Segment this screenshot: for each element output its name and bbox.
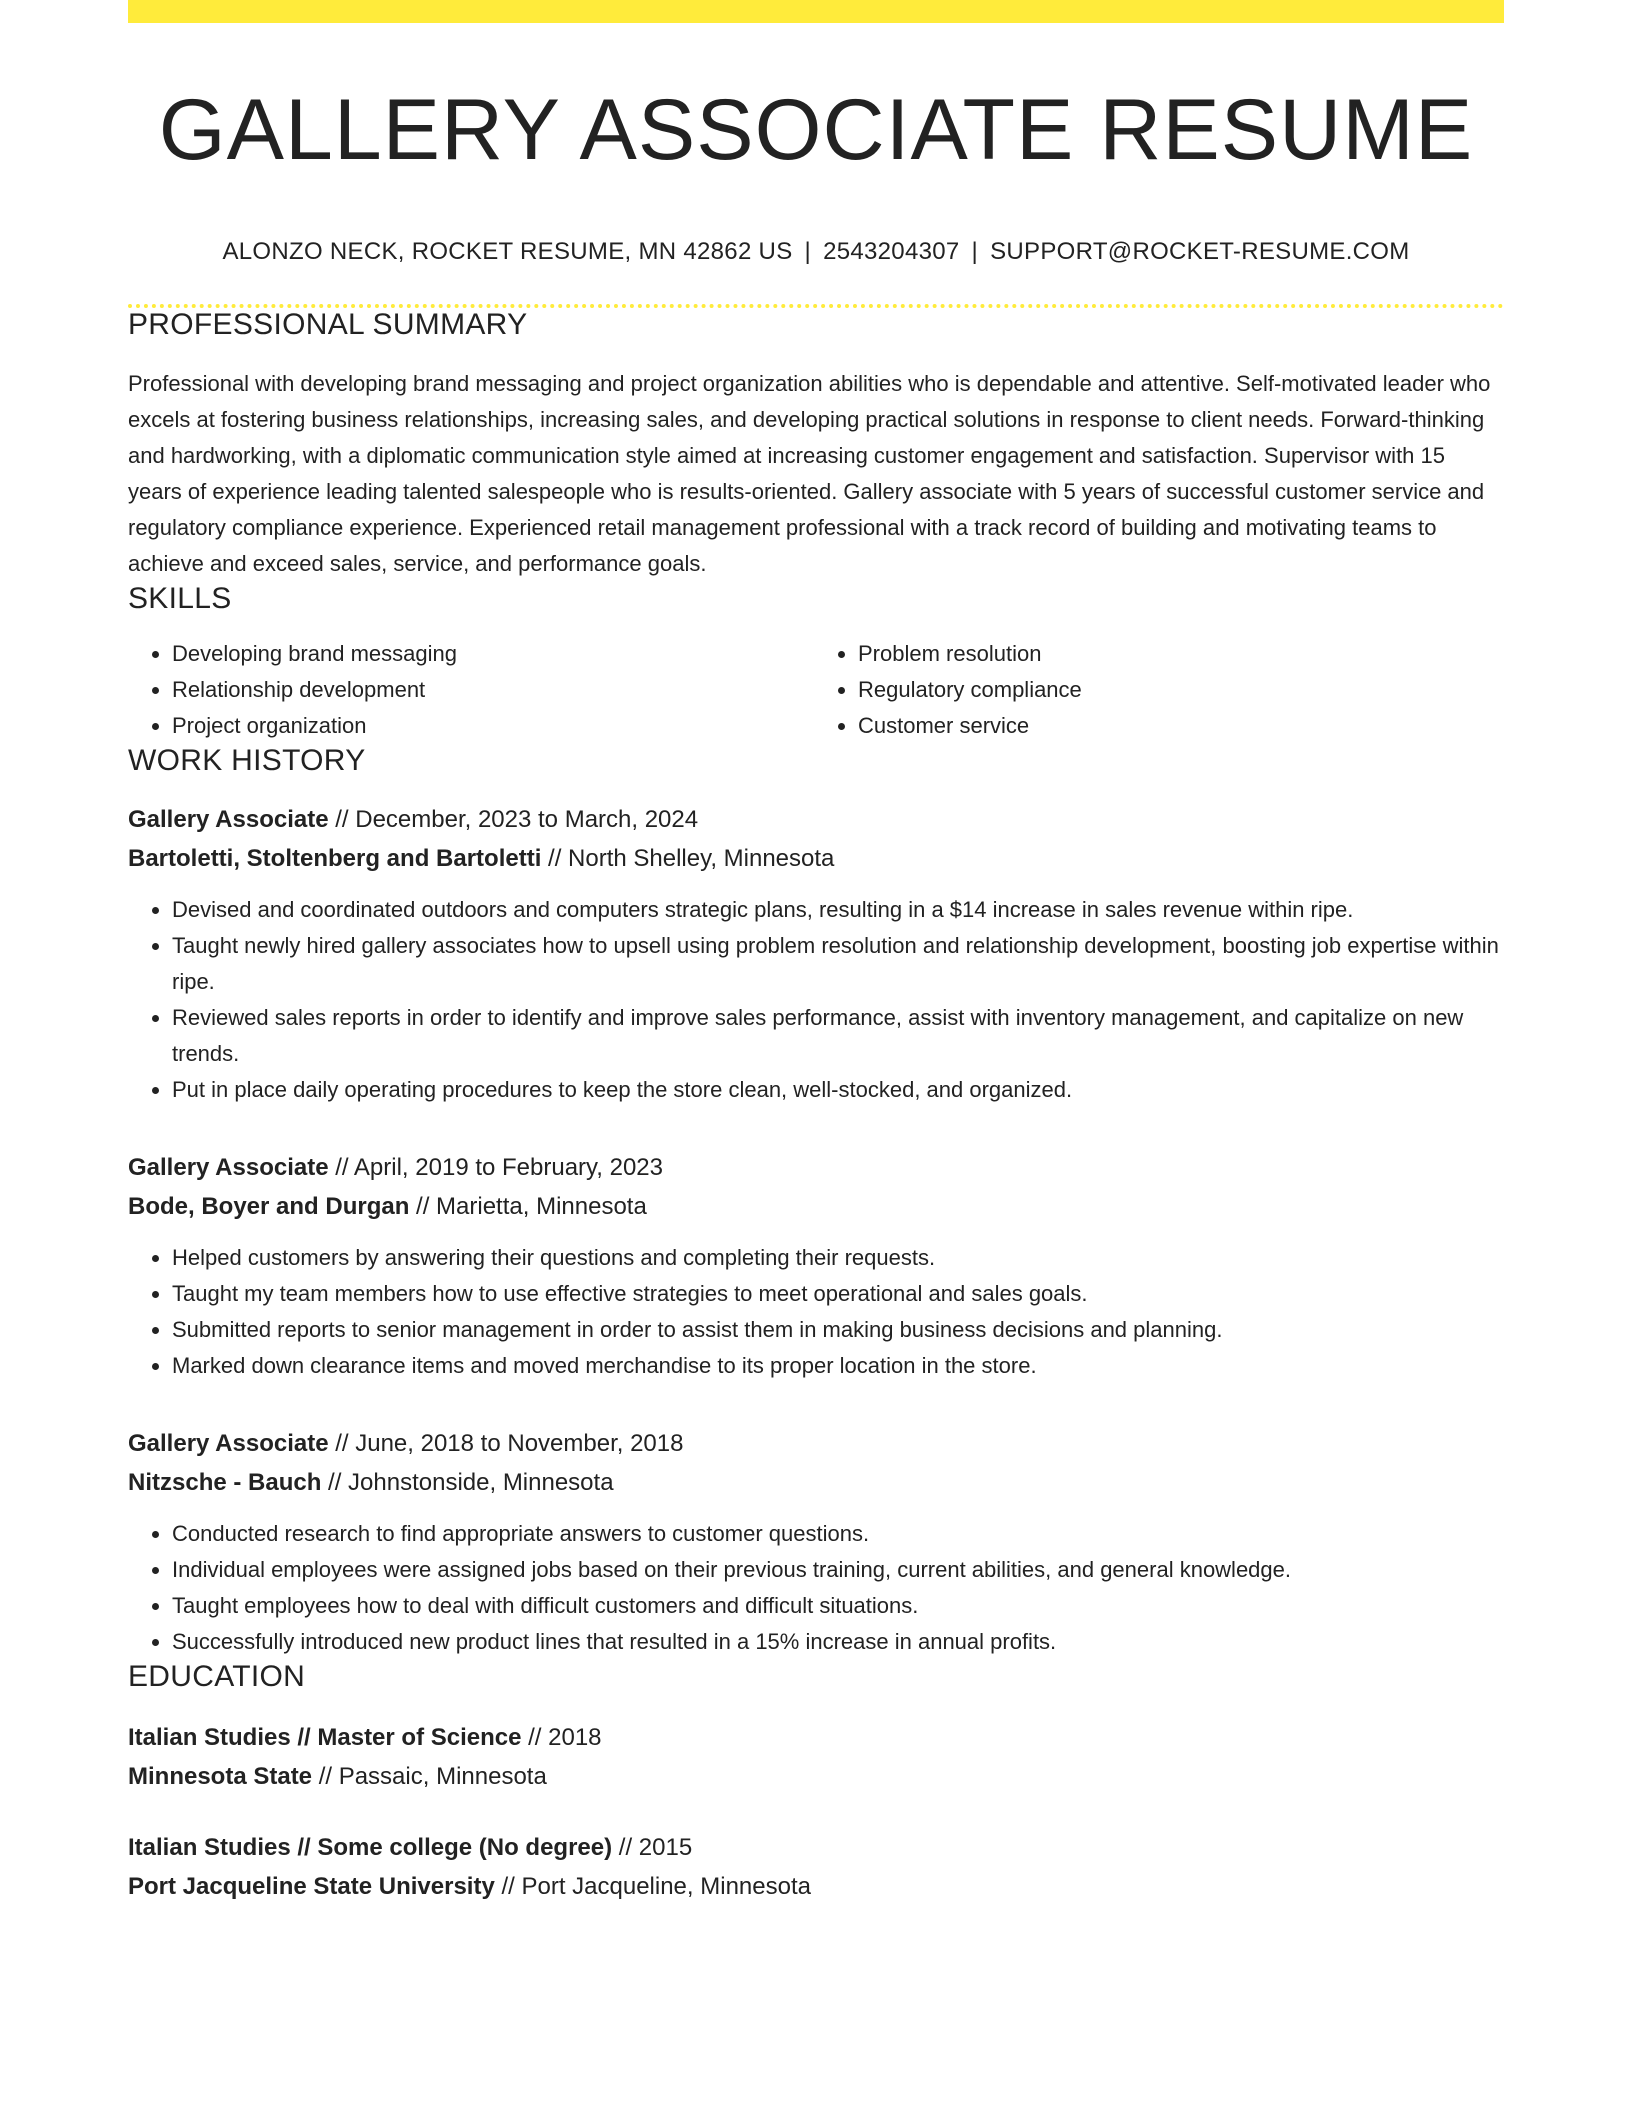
job-bullets (128, 1516, 1504, 1660)
job-entry (128, 1424, 1504, 1660)
education-school-line (128, 1867, 1504, 1906)
job-bullet: • Successfully introduced new product lines that resulted in a 15% increase in annual profits. (172, 1624, 1504, 1660)
job-bullet: • Taught employees how to deal with difficult customers and difficult situations. (172, 1588, 1504, 1624)
skills-column-1 (128, 636, 812, 744)
education-separator: // (612, 1833, 639, 1861)
education-school: Minnesota State (128, 1762, 313, 1790)
skill-item: • Regulatory compliance (858, 672, 1498, 708)
skill-item: • Developing brand messaging (172, 636, 812, 672)
job-company-line (128, 839, 1504, 878)
education-heading: EDUCATION (128, 1659, 306, 1693)
job-title: Gallery Associate (128, 1153, 329, 1181)
job-bullet: • Devised and coordinated outdoors and computers strategic plans, resulting in a $14 increase in sales revenue within ripe. (172, 892, 1504, 928)
contact-email: SUPPORT@ROCKET-RESUME.COM (990, 237, 1410, 265)
education-separator: // (494, 1872, 522, 1900)
education-location: Passaic, Minnesota (338, 1762, 547, 1790)
education-separator: // (521, 1723, 549, 1751)
job-bullets (128, 1240, 1504, 1384)
education-degree: Italian Studies // Master of Science (128, 1723, 522, 1751)
skill-item: • Relationship development (172, 672, 812, 708)
summary-heading: PROFESSIONAL SUMMARY (128, 307, 528, 341)
job-title-line (128, 800, 1504, 839)
job-title: Gallery Associate (128, 805, 329, 833)
job-bullet: • Individual employees were assigned jobs based on their previous training, current abilities, and general knowledge. (172, 1552, 1504, 1588)
job-bullet: • Taught my team members how to use effective strategies to meet operational and sales goals. (172, 1276, 1504, 1312)
contact-address: ALONZO NECK, ROCKET RESUME, MN 42862 US (222, 237, 793, 265)
skills-heading: SKILLS (128, 581, 232, 615)
education-degree-line (128, 1718, 1504, 1757)
job-bullet: • Taught newly hired gallery associates how to upsell using problem resolution and relationship development, boosting job expertise within ripe. (172, 928, 1504, 1000)
job-bullet: • Helped customers by answering their questions and completing their requests. (172, 1240, 1504, 1276)
job-location: North Shelley, Minnesota (568, 844, 835, 872)
job-location: Marietta, Minnesota (436, 1192, 647, 1220)
job-company: Nitzsche - Bauch (128, 1468, 322, 1496)
job-separator: // (328, 1153, 354, 1181)
education-separator: // (312, 1762, 339, 1790)
job-separator: // (321, 1468, 349, 1496)
job-bullets (128, 892, 1504, 1108)
contact-separator: | (804, 237, 812, 265)
job-bullet: • Conducted research to find appropriate answers to customer questions. (172, 1516, 1504, 1552)
job-entry (128, 1148, 1504, 1384)
top-accent-bar (128, 0, 1504, 23)
page-title: GALLERY ASSOCIATE RESUME (158, 82, 1474, 178)
job-bullet: • Marked down clearance items and moved merchandise to its proper location in the store. (172, 1348, 1504, 1384)
job-company: Bode, Boyer and Durgan (128, 1192, 410, 1220)
job-dates: April, 2019 to February, 2023 (353, 1153, 663, 1181)
skills-list (128, 636, 1504, 744)
job-company-line (128, 1463, 1504, 1502)
education-entry (128, 1828, 1504, 1906)
summary-text: Professional with developing brand messaging and project organization abilities who is dependable and attentive. Self-motivated leader who excels at fostering business relationships, increasing sales, and developing practical solutions in response to client needs. Forward-thinking and hardworking, with a diplomatic communication style aimed at increasing customer engagement and satisfaction. Supervisor with 15 years of experience leading talented salespeople who is results-oriented. Gallery associate with 5 years of successful customer service and regulatory compliance experience. Experienced retail management professional with a track record of building and motivating teams to achieve and exceed sales, service, and performance goals. (128, 370, 1491, 576)
job-title: Gallery Associate (128, 1429, 329, 1457)
job-title-line (128, 1424, 1504, 1463)
job-bullet: • Put in place daily operating procedures to keep the store clean, well-stocked, and organized. (172, 1072, 1504, 1108)
education-school-line (128, 1757, 1504, 1796)
job-title-line (128, 1148, 1504, 1187)
education-year: 2015 (638, 1833, 693, 1861)
contact-separator: | (971, 237, 979, 265)
skill-item: • Problem resolution (858, 636, 1498, 672)
job-dates: December, 2023 to March, 2024 (355, 805, 699, 833)
work-history-heading: WORK HISTORY (128, 743, 366, 777)
job-company-line (128, 1187, 1504, 1226)
job-entry (128, 800, 1504, 1108)
job-bullet: • Submitted reports to senior management in order to assist them in making business decisions and planning. (172, 1312, 1504, 1348)
contact-line (128, 236, 1504, 267)
education-degree-line (128, 1828, 1504, 1867)
education-year: 2018 (548, 1723, 602, 1751)
resume-page (128, 0, 1504, 1906)
job-location: Johnstonside, Minnesota (348, 1468, 614, 1496)
job-separator: // (541, 844, 569, 872)
skills-column-2 (812, 636, 1498, 744)
education-degree: Italian Studies // Some college (No degree) (128, 1833, 613, 1861)
job-company: Bartoletti, Stoltenberg and Bartoletti (128, 844, 542, 872)
job-separator: // (328, 1429, 356, 1457)
skill-item: • Customer service (858, 708, 1498, 744)
education-school: Port Jacqueline State University (128, 1872, 495, 1900)
contact-phone: 2543204307 (823, 237, 960, 265)
skill-item: • Project organization (172, 708, 812, 744)
job-bullet: • Reviewed sales reports in order to identify and improve sales performance, assist with inventory management, and capitalize on new trends. (172, 1000, 1504, 1072)
job-separator: // (409, 1192, 437, 1220)
education-entry (128, 1718, 1504, 1796)
job-separator: // (328, 805, 356, 833)
education-location: Port Jacqueline, Minnesota (521, 1872, 811, 1900)
job-dates: June, 2018 to November, 2018 (355, 1429, 684, 1457)
